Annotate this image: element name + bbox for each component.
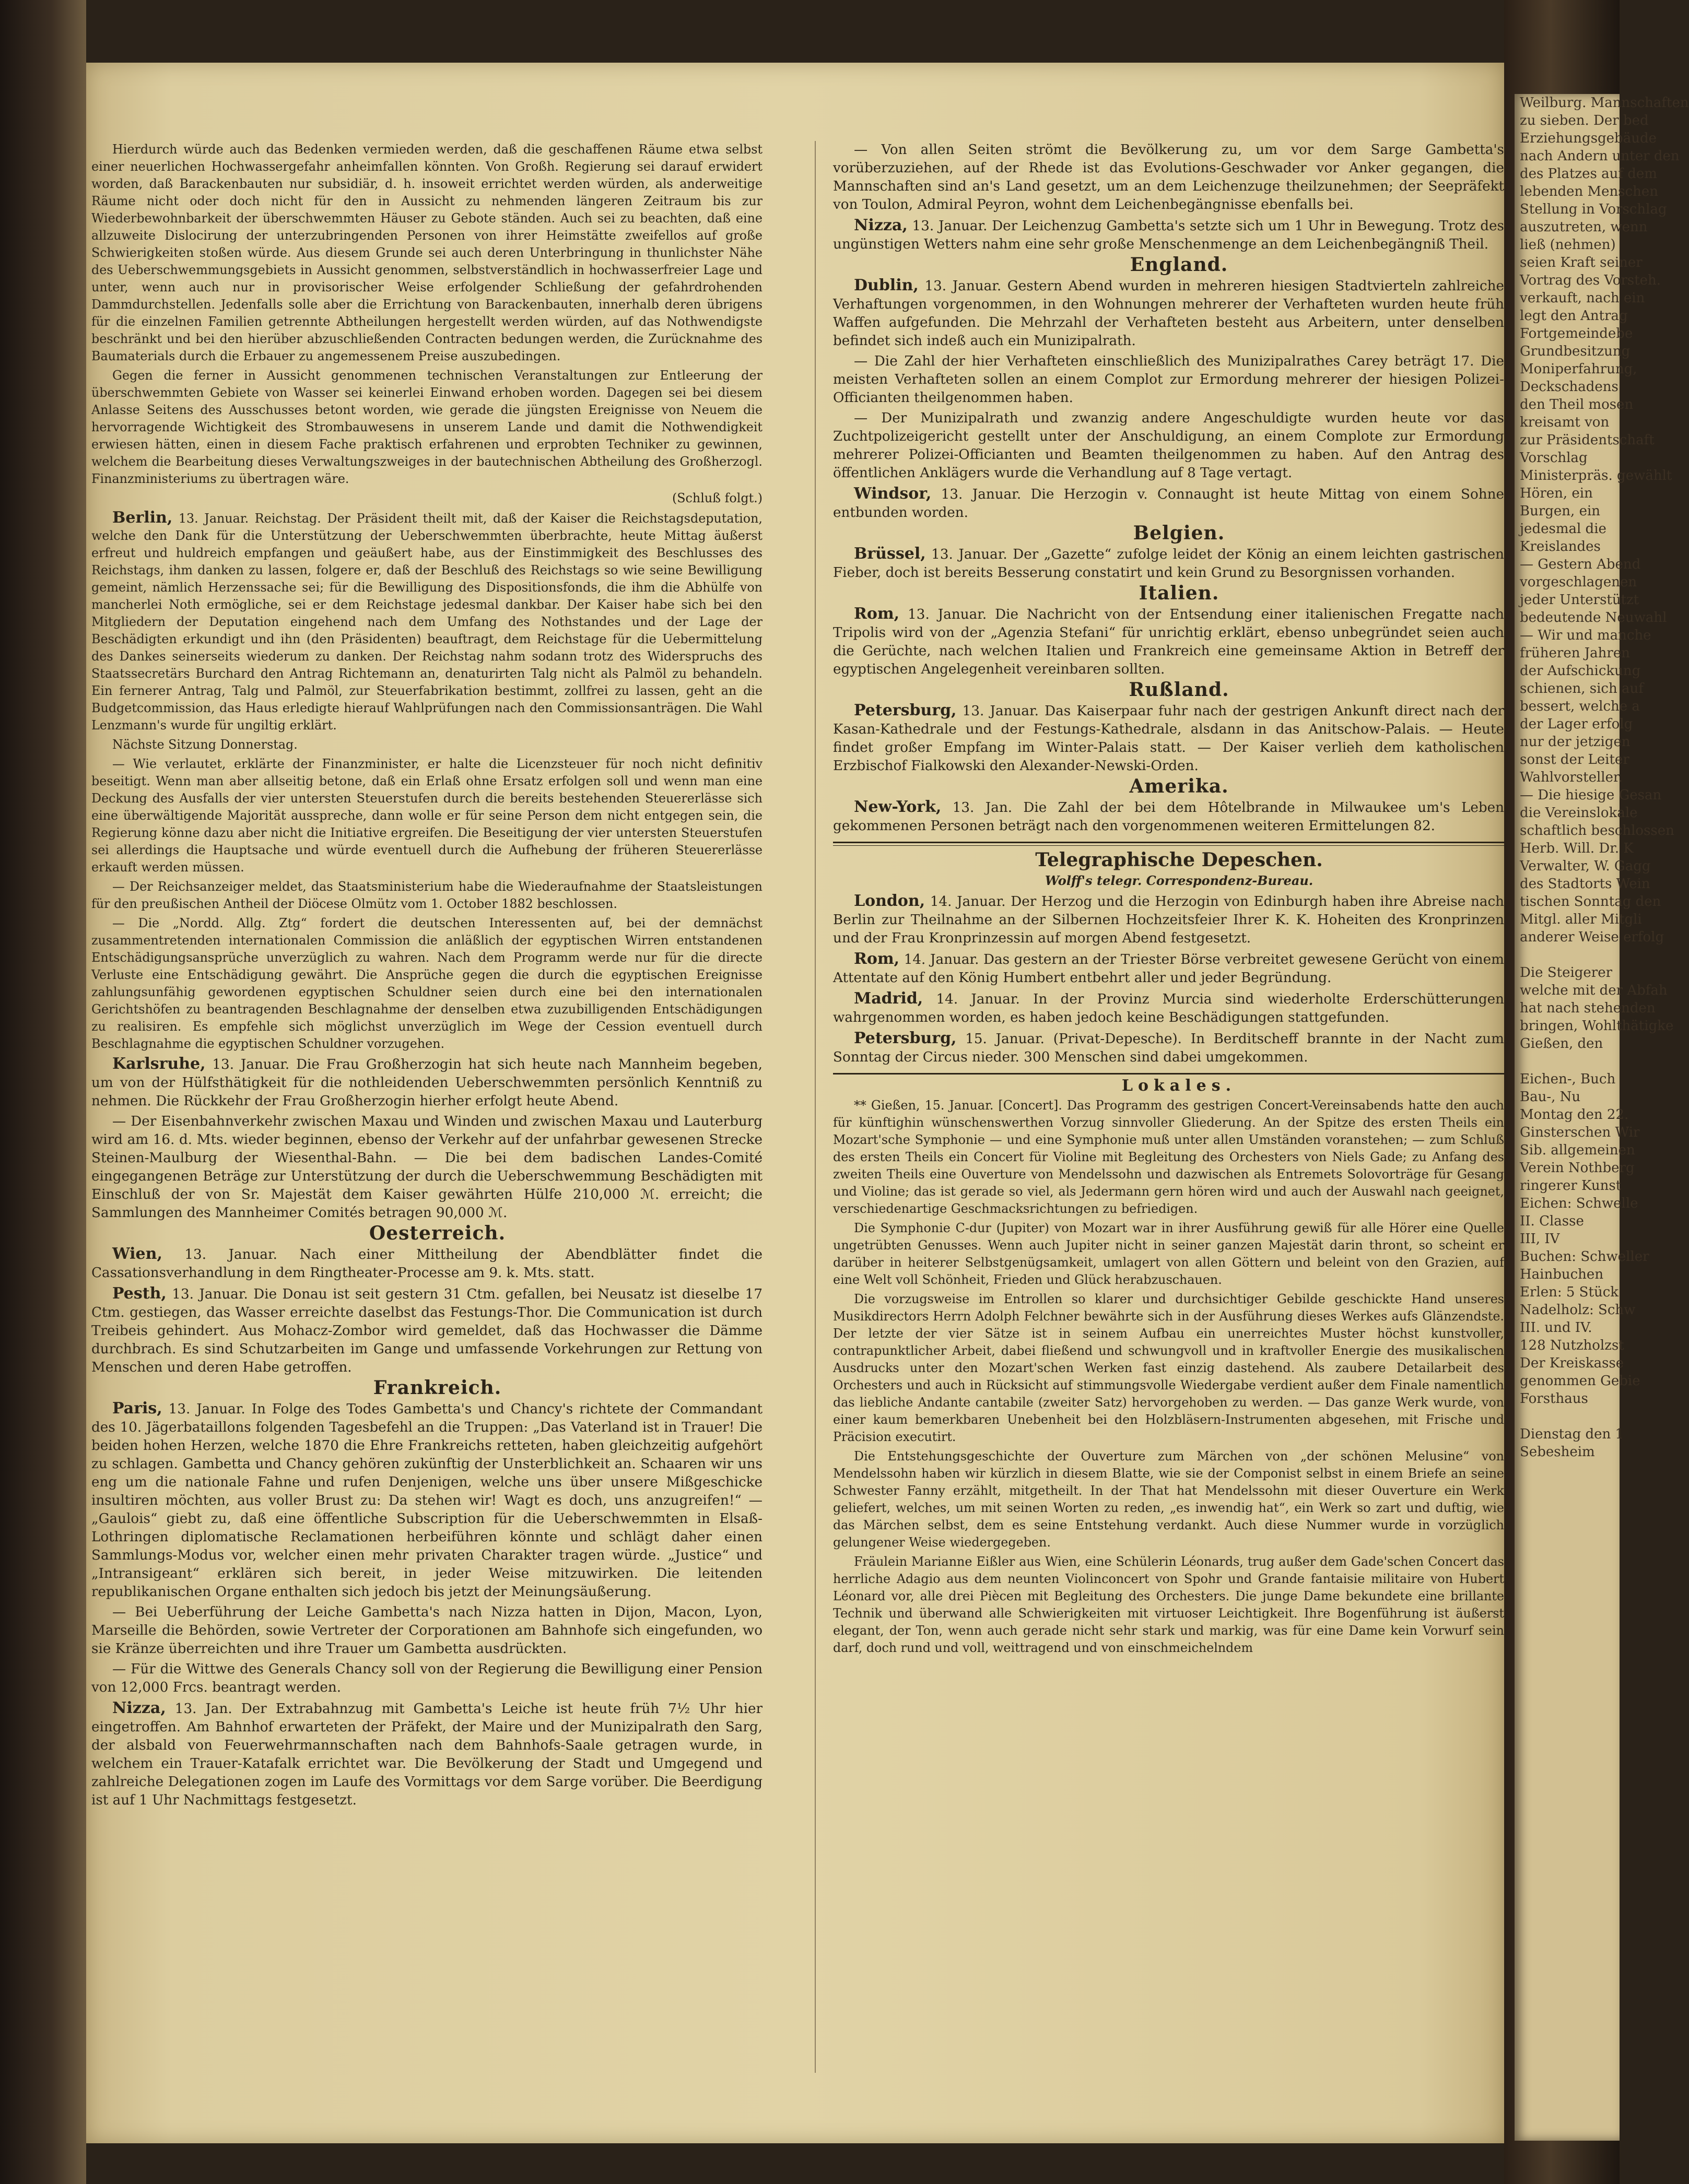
next-page-line: III. und IV.	[1520, 1320, 1592, 1336]
next-page-line	[1520, 1053, 1620, 1070]
dateline: Madrid,	[854, 989, 923, 1008]
paragraph: Die vorzugsweise im Entrollen so klarer und durchsichtiger Gebilde geschickte Hand unseres Musikdirectors Herrn Adolph Felchner bewährte sich in der Ausführung dieses Werkes aufs Glänzendste. Der letzte der vier Sätze ist in seinem Aufbau ein unerreichtes Muster höchst kunstvoller, contrapunktlicher Arbeit, dabei fließend und schwungvoll und in kraftvoller Energie des musikalischen Ausdrucks unter den Mozart'schen Werken fast einzig dastehend. Als zaubere Detailarbeit des Orchesters und auch in Rücksicht auf stimmungsvolle Wiedergabe verdient außer dem Finale namentlich das liebliche Andante cantabile (zweiter Satz) hervorgehoben zu werden. — Das ganze Werk wurde, von einer kaum bemerkbaren Unebenheit bei den Holzbläsern-Instrumenten abgesehen, mit Frische und Präcision executirt.	[833, 1292, 1504, 1444]
news-text: 13. Januar. Der „Gazette“ zufolge leidet der König an einem leichten gastrischen Fieber, doch ist bereits Besserung constatirt und kein Grund zu Besorgnissen vorhanden.	[833, 547, 1504, 581]
next-page-line: Burgen, ein	[1520, 503, 1601, 519]
next-page-line: bessert, welche a	[1520, 699, 1640, 714]
news-item	[833, 276, 1504, 350]
paragraph: Hierdurch würde auch das Bedenken vermieden werden, daß die geschaffenen Räume etwa selbst einer neuerlichen Hochwassergefahr anheimfallen könnten. Von Großh. Regierung sei darauf erwidert worden, daß Barackenbauten nur subsidiär, d. h. insoweit errichtet werden würden, als anderweitige Räume nicht oder doch nicht für den in Aussicht zu nehmenden längeren Zeitraum bis zur Wiederbewohnbarkeit der überschwemmten Häuser zu Gebote ständen. Auch sei zu beachten, daß eine allzuweite Dislocirung der unterzubringenden Personen von ihrer Heimstätte zweifellos auf große Schwierigkeiten stoßen würde. Aus diesem Grunde sei auch deren Unterbringung in thunlichster Nähe des Ueberschwemmungsgebiets in Aussicht genommen, selbstverständlich in hochwasserfreier Lage und unter, wenn auch nur in provisorischer Weise erfolgender Schließung der gefahrdrohenden Dammdurchstellen. Jedenfalls solle aber die Errichtung von Barackenbauten, innerhalb deren übrigens für die einzelnen Familien getrennte Abtheilungen hergestellt werden würden, auf das Nothwendigste beschränkt und bei den hierüber abzuschließenden Contracten bedungen werden, die Zurücknahme des Baumaterials durch die Erbauer zu angemessenem Preise auszubedingen.	[91, 142, 763, 363]
next-page-line: bedeutende Neuwahl	[1520, 610, 1667, 625]
next-page-line: tischen Sonntag den	[1520, 894, 1661, 910]
news-text: 13. Januar. Gestern Abend wurden in mehreren hiesigen Stadtvierteln zahlreiche Verhaftungen vorgenommen, in den Wohnungen mehrerer der Verhafteten wurden heute früh Waffen aufgefunden. Die Mehrzahl der Verhafteten besteht aus Arbeitern, unter denselben befindet sich indeß auch ein Munizipalrath.	[833, 278, 1504, 349]
local-heading: Lokales.	[1121, 1077, 1237, 1095]
next-page-line: Die Steigerer	[1520, 965, 1613, 981]
next-page-line: anderer Weise erfolg	[1520, 929, 1664, 945]
next-page-line: ließ (nehmen)	[1520, 237, 1616, 253]
next-page-line: Eichen: Schwelle	[1520, 1196, 1638, 1211]
next-page-line: der Aufschickung	[1520, 663, 1641, 679]
continued-note: (Schluß folgt.)	[672, 491, 763, 505]
news-text: 13. Januar. In Folge des Todes Gambetta's und Chancy's richtete der Commandant des 10. Jägerbataillons folgenden Tagesbefehl an die Truppen: „Das Vaterland ist in Trauer! Die beiden hohen Herzen, welche 1870 die Ehre Frankreichs retteten, haben gleichzeitig aufgehört zu schlagen. Gambetta und Chancy gehören zukünftig der Unsterblichkeit an. Schaaren wir uns eng um die nationale Fahne und rufen Denjenigen, welche uns über unsere Mißgeschicke insultiren möchten, aus voller Brust zu: Da stehen wir! Wagt es doch, uns anzugreifen!“ — „Gaulois“ giebt zu, daß eine öffentliche Subscription für die Ueberschwemmten in Elsaß-Lothringen diplomatische Reclamationen herbeiführen könnte und schlägt daher einen Sammlungs-Modus vor, welcher einen mehr privaten Charakter tragen würde. „Justice“ und „Intransigeant“ erklären sich bereit, in jeder Weise mitzuwirken. Die leitenden republikanischen Organe enthalten sich jedoch bis jetzt der Meinungsäußerung.	[91, 1401, 763, 1600]
news-item	[91, 509, 763, 734]
section-heading: Frankreich.	[373, 1377, 502, 1399]
dateline: Berlin,	[112, 509, 173, 527]
next-page-line: — Gestern Abend	[1520, 557, 1641, 572]
next-page-line: Bau-, Nu	[1520, 1089, 1581, 1105]
section-rule	[833, 1073, 1504, 1075]
dateline: Pesth,	[112, 1284, 167, 1303]
next-page-line: 128 Nutzholzst	[1520, 1338, 1624, 1353]
dateline: Nizza,	[112, 1699, 166, 1717]
paragraph: — Wie verlautet, erklärte der Finanzminister, er halte die Licenzsteuer für noch nicht definitiv beseitigt. Wenn man aber allseitig betone, daß ein Erlaß ohne Ersatz erfolgen soll und wenn man eine Deckung des Ausfalls der vier untersten Steuerstufen durch die bereits bestehenden Steuererlässe sich eine überwältigende Majorität ausspreche, dann wolle er für seine Person dem nicht entgegen sein, die Regierung könne dazu aber nicht die Initiative ergreifen. Die Beseitigung der vier untersten Steuerstufen sei allerdings die Hauptsache und würde eventuell durch die Aufhebung der früheren Steuererlässe erkauft werden müssen.	[91, 757, 763, 875]
next-page-line: genommen Gebie	[1520, 1373, 1640, 1389]
next-page-line: jeder Unterstützt	[1520, 592, 1639, 608]
paragraph: ** Gießen, 15. Januar. [Concert]. Das Programm des gestrigen Concert-Vereinsabends hatte den auch für künftighin wünschenswerthen Vorzug sinnvoller Gliederung. An der Spitze des ersten Theils ein Mozart'sche Symphonie — und eine Symphonie muß unter allen Umständen voranstehen; — zum Schluß des ersten Theils ein Concert für Violine mit Begleitung des Orchesters von Niels Gade; zu Anfang des zweiten Theils eine Ouverture von Mendelssohn und dazwischen als Entremets Solovorträge für Gesang und Violine; das ist gerade so viel, als Jedermann gern hören wird und auch der Auswahl nach geeignet, verschiedenartige Geschmacksrichtungen zu befriedigen.	[833, 1098, 1504, 1216]
next-page-line: auszutreten, wenn	[1520, 219, 1648, 235]
next-page-line: Weilburg. Mannschaften	[1520, 95, 1689, 111]
next-page-line: Hören, ein	[1520, 486, 1593, 501]
section-rule	[833, 842, 1504, 843]
next-page-line	[1520, 946, 1620, 964]
left-column	[91, 141, 763, 1812]
section-rule	[833, 845, 1504, 846]
paragraph: — Für die Wittwe des Generals Chancy soll von der Regierung die Bewilligung einer Pension von 12,000 Frcs. beantragt werden.	[91, 1661, 763, 1695]
news-text: 13. Januar. Der Leichenzug Gambetta's setzte sich um 1 Uhr in Bewegung. Trotz des ungünstigen Wetters nahm eine sehr große Menschenmenge an dem Leichenbegängniß Theil.	[833, 218, 1504, 252]
next-page-line: Sib. allgemeinen	[1520, 1142, 1635, 1158]
paragraph: Die Entstehungsgeschichte der Ouverture zum Märchen von „der schönen Melusine“ von Mendelssohn haben wir kürzlich in diesem Blatte, wie sie der Componist selbst in einem Briefe an seine Schwester Fanny erzählt, mitgetheilt. In der That hat Mendelssohn mit dieser Ouverture ein Werk geliefert, welches, um mit seinen Worten zu reden, „es inwendig hat“, ein Werk so zart und duftig, wie das Märchen selbst, dem es seine Entstehung verdankt. Auch diese Nummer wurde in vorzüglich gelungener Weise wiedergegeben.	[833, 1449, 1504, 1550]
next-page-line: nach Andern unter den	[1520, 148, 1680, 164]
next-page-line: — Wir und manche	[1520, 628, 1651, 643]
book-binding-left	[0, 0, 86, 2184]
next-page-line: Nadelholz: Schw	[1520, 1302, 1636, 1318]
news-text: 13. Januar. Die Nachricht von der Entsendung einer italienischen Fregatte nach Tripolis wird von der „Agenzia Stefani“ für unrichtig erklärt, ebenso unbegründet seien auch die Gerüchte, nach welchen Italien und Frankreich eine gemeinsame Aktion in Betreff der egyptischen Angelegenheit vereinbaren sollten.	[833, 607, 1504, 677]
news-text: 14. Januar. Der Herzog und die Herzogin von Edinburgh haben ihre Abreise nach Berlin zur Theilnahme an der Silbernen Hochzeitsfeier Ihrer K. K. Hoheiten des Kronprinzen und der Frau Kronprinzessin auf morgen Abend festgesetzt.	[833, 894, 1504, 946]
news-item	[833, 989, 1504, 1027]
news-item	[91, 1245, 763, 1282]
news-item	[833, 216, 1504, 254]
dateline: Nizza,	[854, 216, 908, 234]
paragraph: — Die Zahl der hier Verhafteten einschließlich des Munizipalrathes Carey beträgt 17. Die meisten Verhafteten sollen an einem Complot zur Ermordung mehrerer der hiesigen Polizei-Officianten theilgenommen haben.	[833, 353, 1504, 406]
column-divider	[815, 141, 816, 2073]
next-page-line: des Platzes auf dem	[1520, 166, 1657, 182]
next-page-line: Stellung in Vorschlag	[1520, 202, 1667, 217]
news-text: 13. Januar. Das Kaiserpaar fuhr nach der gestrigen Ankunft direct nach der Kasan-Kathedrale und der Festungs-Kathedrale, alsdann in das Anitschow-Palais. — Heute findet großer Empfang im Winter-Palais statt. — Der Kaiser verlieh dem katholischen Erzbischof Fialkowski den Alexander-Newski-Orden.	[833, 703, 1504, 774]
dateline: New-York,	[854, 798, 942, 816]
dateline: Wien,	[112, 1245, 162, 1263]
next-page-line	[1520, 1408, 1620, 1425]
next-page-line: des Stadtorts Wein	[1520, 876, 1650, 892]
paragraph: — Der Munizipalrath und zwanzig andere Angeschuldigte wurden heute vor das Zuchtpolizeigericht gestellt unter der Anschuldigung, an einem Complote zur Ermordung mehrerer Polizei-Officianten und Beamten theilgenommen zu haben. Auf den Antrag des öffentlichen Anklägers wurde die Verhandlung auf 8 Tage vertagt.	[833, 410, 1504, 481]
next-page-line: hat nach stehenden	[1520, 1000, 1656, 1016]
next-page-line: früheren Jahren	[1520, 645, 1630, 661]
next-page-sliver	[1515, 94, 1689, 2141]
news-item	[833, 701, 1504, 775]
next-page-line: Grundbesitzung	[1520, 344, 1631, 359]
next-page-line: Sebesheim	[1520, 1444, 1595, 1460]
section-heading: Oesterreich.	[369, 1222, 506, 1244]
next-page-line: seien Kraft seiner	[1520, 255, 1643, 270]
paragraph: — Bei Ueberführung der Leiche Gambetta's nach Nizza hatten in Dijon, Macon, Lyon, Marseille die Behörden, sowie Vertreter der Corporationen am Bahnhofe sich eingefunden, wo sie Kränze überreichten und ihre Trauer um Gambetta ausdrückten.	[91, 1604, 763, 1657]
next-page-line: — Die hiesige Gesan	[1520, 787, 1662, 803]
section-heading: Italien.	[1139, 582, 1219, 604]
dateline: Windsor,	[854, 485, 932, 503]
news-item	[91, 1284, 763, 1377]
next-page-line: Deckschadens	[1520, 379, 1618, 395]
next-page-line: Wahlvorsteller.	[1520, 770, 1623, 785]
dateline: Petersburg,	[854, 1029, 957, 1047]
next-page-line: Erziehungsgebäude	[1520, 131, 1657, 146]
news-item	[833, 605, 1504, 679]
next-page-line: Kreislandes	[1520, 539, 1601, 554]
dateline: Paris,	[112, 1399, 162, 1418]
news-item	[91, 1055, 763, 1111]
next-page-line: Mitgl. aller Mitgli	[1520, 912, 1642, 927]
next-page-line: zu sieben. Der bed	[1520, 113, 1649, 128]
telegraph-subheading: Wolff's telegr. Correspondenz-Bureau.	[1045, 873, 1313, 888]
next-page-line: Buchen: Schweller	[1520, 1249, 1649, 1265]
next-page-line: Fortgemeindebe	[1520, 326, 1633, 341]
paragraph: Fräulein Marianne Eißler aus Wien, eine Schülerin Léonards, trug außer dem Gade'schen Concert das herrliche Adagio aus dem neunten Violinconcert von Spohr und Grande fantaisie militaire von Hubert Léonard vor, alle drei Piècen mit Begleitung des Orchesters. Die junge Dame bekundete eine brillante Technik und überwand alle Schwierigkeiten mit virtuoser Leichtigkeit. Ihre Bogenführung ist äußerst elegant, der Ton, wenn auch gerade nicht sehr stark und markig, was für eine Dame kein Vorwurf sein darf, doch rund und voll, weittragend und von einschmeichelndem	[833, 1554, 1504, 1655]
dateline: Rom,	[854, 605, 900, 623]
next-page-line: Ginsterschen Wir	[1520, 1125, 1640, 1140]
dateline: Brüssel,	[854, 545, 926, 563]
news-item	[91, 1399, 763, 1601]
news-item	[91, 1699, 763, 1810]
next-page-line: schienen, sich auf	[1520, 681, 1644, 696]
news-text: 13. Jan. Die Zahl der bei dem Hôtelbrande in Milwaukee um's Leben gekommenen Personen beträgt nach den vorgenommenen weiteren Ermittelungen 82.	[833, 800, 1504, 834]
next-page-line: Verwalter, W. Gagg	[1520, 858, 1651, 874]
news-item	[833, 1029, 1504, 1067]
next-page-line: nur der jetzigen	[1520, 734, 1631, 750]
next-page-line: den Theil mosen	[1520, 397, 1634, 412]
next-page-line: jedesmal die	[1520, 521, 1606, 537]
next-page-line: bringen, Wohlthätigke	[1520, 1018, 1674, 1034]
next-page-line: II. Classe	[1520, 1213, 1584, 1229]
next-page-line: der Lager erfolg	[1520, 716, 1633, 732]
next-page-line: lebenden Menschen	[1520, 184, 1659, 199]
next-page-line: Vortrag des Vorsteh.	[1520, 273, 1661, 288]
news-item	[833, 892, 1504, 948]
paragraph: — Der Reichsanzeiger meldet, das Staatsministerium habe die Wiederaufnahme der Staatsleistungen für den preußischen Antheil der Diöcese Olmütz vom 1. October 1882 beschlossen.	[91, 879, 763, 911]
section-heading: Rußland.	[1129, 679, 1229, 701]
news-item	[833, 798, 1504, 835]
next-page-line: legt den Antrag	[1520, 308, 1628, 324]
section-heading: England.	[1130, 254, 1228, 276]
next-page-line: Verein Nothberg	[1520, 1160, 1635, 1176]
next-page-line: Vorschlag	[1520, 450, 1588, 466]
section-heading: Belgien.	[1133, 522, 1225, 544]
dateline: Karlsruhe,	[112, 1055, 206, 1073]
paragraph: Die Symphonie C-dur (Jupiter) von Mozart war in ihrer Ausführung gewiß für alle Hörer eine Quelle ungetrübten Genusses. Wenn auch Jupiter nicht in seiner ganzen Majestät darin thront, so scheint er darüber in heiterer Selbstgenügsamkeit, umlagert von allen Göttern und beleint von den Grazien, auf eine Welt voll Schönheit, Frieden und Glück herabzuschauen.	[833, 1221, 1504, 1287]
next-page-line: Hainbuchen	[1520, 1267, 1604, 1282]
section-heading: Amerika.	[1129, 775, 1229, 797]
next-page-line: verkauft, nach ein	[1520, 290, 1645, 306]
paragraph: Nächste Sitzung Donnerstag.	[112, 737, 298, 752]
news-item	[833, 950, 1504, 987]
next-page-line: zur Präsidentschaft	[1520, 432, 1655, 448]
next-page-line: Der Kreiskasse	[1520, 1355, 1624, 1371]
next-page-line: Herb. Will. Dr. K	[1520, 841, 1634, 856]
dateline: Rom,	[854, 950, 900, 968]
news-text: 13. Januar. Die Herzogin v. Connaught ist heute Mittag von einem Sohne entbunden worden.	[833, 487, 1504, 521]
right-column	[833, 141, 1504, 1659]
next-page-line: Erlen: 5 Stück	[1520, 1284, 1619, 1300]
next-page-line: Montag den 22.	[1520, 1107, 1629, 1123]
next-page-line: schaftlich beschlossen	[1520, 823, 1674, 839]
news-text: 13. Januar. Die Frau Großherzogin hat sich heute nach Mannheim begeben, um von der Hülfsthätigkeit für die nothleidenden Ueberschwemmten persönlich Kenntniß zu nehmen. Die Rückkehr der Frau Großherzogin hierher erfolgt heute Abend.	[91, 1057, 763, 1109]
next-page-line: Ministerpräs. gewählt	[1520, 468, 1672, 483]
next-page-lines	[1515, 94, 1689, 1461]
next-page-line: welche mit der Abfah	[1520, 983, 1668, 998]
dateline: Petersburg,	[854, 701, 957, 719]
next-page-line: Dienstag den 1	[1520, 1426, 1624, 1442]
news-text: 13. Januar. Reichstag. Der Präsident theilt mit, daß der Kaiser die Reichstagsdeputation, welche den Dank für die Unterstützung der Ueberschwemmten überbrachte, heute Mittag äußerst erfreut und huldreich empfangen und geäußert habe, aus der Einstimmigkeit des Beschlusses des Reichstags, ihm danken zu lassen, folgere er, daß der Beschluß des Reichstags so wie seine Bewilligung gemeint, nämlich Herzenssache sei; für die Bewilligung des Dispositionsfonds, die ihm die Abhülfe von mancherlei Noth ermögliche, sei er dem Reichstage jedesmal dankbar. Der Kaiser habe sich bei den Mitgliedern der Deputation eingehend nach dem Umfang des Nothstandes und der Lage der Beschädigten erkundigt und ihn (den Präsidenten) beauftragt, dem Reichstage für die Uebermittelung des Dankes seinerseits wiederum zu danken. Der Reichstag nahm sodann trotz des Widerspruchs des Staatssecretärs Burchard den Antrag Richtemann an, denaturirten Talg nicht als Palmöl zu behandeln. Ein fernerer Antrag, Talg und Palmöl, zur Steuerfabrikation bestimmt, zollfrei zu lassen, geht an die Budgetcommission, das Haus erledigte hierauf Wahlprüfungen nach den Commissionsanträgen. Die Wahl Lenzmann's wurde für ungiltig erklärt.	[91, 511, 763, 733]
next-page-line: Forsthaus	[1520, 1391, 1588, 1407]
next-page-line: ringerer Kunst	[1520, 1178, 1622, 1194]
next-page-line: III, IV	[1520, 1231, 1560, 1247]
next-page-line: die Vereinslokale	[1520, 805, 1638, 821]
news-text: 13. Januar. Nach einer Mittheilung der Abendblätter findet die Cassationsverhandlung in dem Ringtheater-Processe am 9. k. Mts. statt.	[91, 1247, 763, 1281]
next-page-line: Moniperfahrung,	[1520, 361, 1637, 377]
news-text: 14. Januar. In der Provinz Murcia sind wiederholte Erderschütterungen wahrgenommen worden, es haben jedoch keine Beschädigungen stattgefunden.	[833, 991, 1504, 1025]
dateline: London,	[854, 892, 925, 910]
paragraph: Gegen die ferner in Aussicht genommenen technischen Veranstaltungen zur Entleerung der überschwemmten Gebiete von Wasser sei keinerlei Einwand erhoben worden. Dagegen sei bei diesem Anlasse Seitens des Ausschusses betont worden, wie gerade die jüngsten Ereignisse von Neuem die hervorragende Wichtigkeit des Strombauwesens in unserem Lande und damit die Nothwendigkeit erwiesen hätten, einen in diesem Fache praktisch erfahrenen und erprobten Techniker zu gewinnen, welchem die Bearbeitung dieses Verwaltungszweiges in der bautechnischen Abtheilung des Großherzogl. Finanzministeriums zu übertragen wäre.	[91, 368, 763, 486]
next-page-line: kreisamt von	[1520, 415, 1610, 430]
paragraph: — Der Eisenbahnverkehr zwischen Maxau und Winden und zwischen Maxau und Lauterburg wird am 16. d. Mts. wieder beginnen, ebenso der Verkehr auf der unfahrbar gewesenen Strecke Steinen-Maulburg der Wiesenthal-Bahn. — Die bei dem badischen Landes-Comité eingegangenen Beträge zur Unterstützung der durch die Ueberschwemmung Beschädigten mit Einschluß der von Sr. Majestät dem Kaiser gewährten Hülfe 210,000 ℳ. erreicht; die Sammlungen des Mannheimer Comités betragen 90,000 ℳ.	[91, 1114, 763, 1221]
news-text: 13. Januar. Die Donau ist seit gestern 31 Ctm. gefallen, bei Neusatz ist dieselbe 17 Ctm. gestiegen, das Wasser erreichte daselbst das Festungs-Thor. Die Communication ist durch Treibeis gehindert. Aus Mohacz-Zombor wird gemeldet, daß das Hochwasser die Dämme durchbrach. Es sind Schutzarbeiten im Gange und umfassende Vorkehrungen zur Rettung von Menschen und deren Habe getroffen.	[91, 1286, 763, 1375]
telegraph-heading: Telegraphische Depeschen.	[1035, 849, 1323, 871]
news-item	[833, 545, 1504, 582]
next-page-line: Eichen-, Buch	[1520, 1071, 1616, 1087]
next-page-line: vorgeschlagenen	[1520, 574, 1637, 590]
next-page-line: sonst der Leiter	[1520, 752, 1629, 768]
news-text: 14. Januar. Das gestern an der Triester Börse verbreitet gewesene Gerücht von einem Attentate auf den König Humbert entbehrt aller und jeder Begründung.	[833, 952, 1504, 986]
next-page-line: Gießen, den	[1520, 1036, 1603, 1052]
news-text: 13. Jan. Der Extrabahnzug mit Gambetta's Leiche ist heute früh 7½ Uhr hier eingetroffen. Am Bahnhof erwarteten der Präfekt, der Maire und der Munizipalrath den Sarg, der alsbald von Feuerwehrmannschaften nach dem Bahnhofs-Saale getragen wurde, in welchem ein Trauer-Katafalk errichtet war. Die Bevölkerung der Stadt und Umgegend und zahlreiche Delegationen zogen im Laufe des Vormittags vor dem Sarge vorüber. Die Beerdigung ist auf 1 Uhr Nachmittags festgesetzt.	[91, 1701, 763, 1808]
news-text: 15. Januar. (Privat-Depesche). In Berditscheff brannte in der Nacht zum Sonntag der Circus nieder. 300 Menschen sind dabei umgekommen.	[833, 1031, 1504, 1065]
paragraph: — Von allen Seiten strömt die Bevölkerung zu, um vor dem Sarge Gambetta's vorüberzuziehen, auf der Rhede ist das Evolutions-Geschwader vor Anker gegangen, die Mannschaften sind an's Land gesetzt, um an dem Leichenzuge theilzunehmen; der Seepräfekt von Toulon, Admiral Peyron, wohnt dem Leichenbegängnisse ebenfalls bei.	[833, 142, 1504, 213]
news-item	[833, 485, 1504, 522]
paragraph: — Die „Nordd. Allg. Ztg“ fordert die deutschen Interessenten auf, bei der demnächst zusammentretenden internationalen Commission die anläßlich der egyptischen Wirren entstandenen Entschädigungsansprüche unverzüglich zu wahren. Nach dem Programm werde nur für die directe Verluste eine Entschädigung gewährt. Die Ansprüche gegen die durch die egyptischen Ereignisse zahlungsunfähig gewordenen egyptischen Schuldner seien durch eine bei den internationalen Gerichtshöfen zu beantragenden Beschlagnahme der denselben etwa zuzubilligenden Entschädigungen zu realisiren. Es empfehle sich möglichst unverzüglich im Wege der Cession eventuell durch Beschlagnahme die egyptischen Schuldner vorzugehen.	[91, 916, 763, 1051]
dateline: Dublin,	[854, 276, 919, 294]
